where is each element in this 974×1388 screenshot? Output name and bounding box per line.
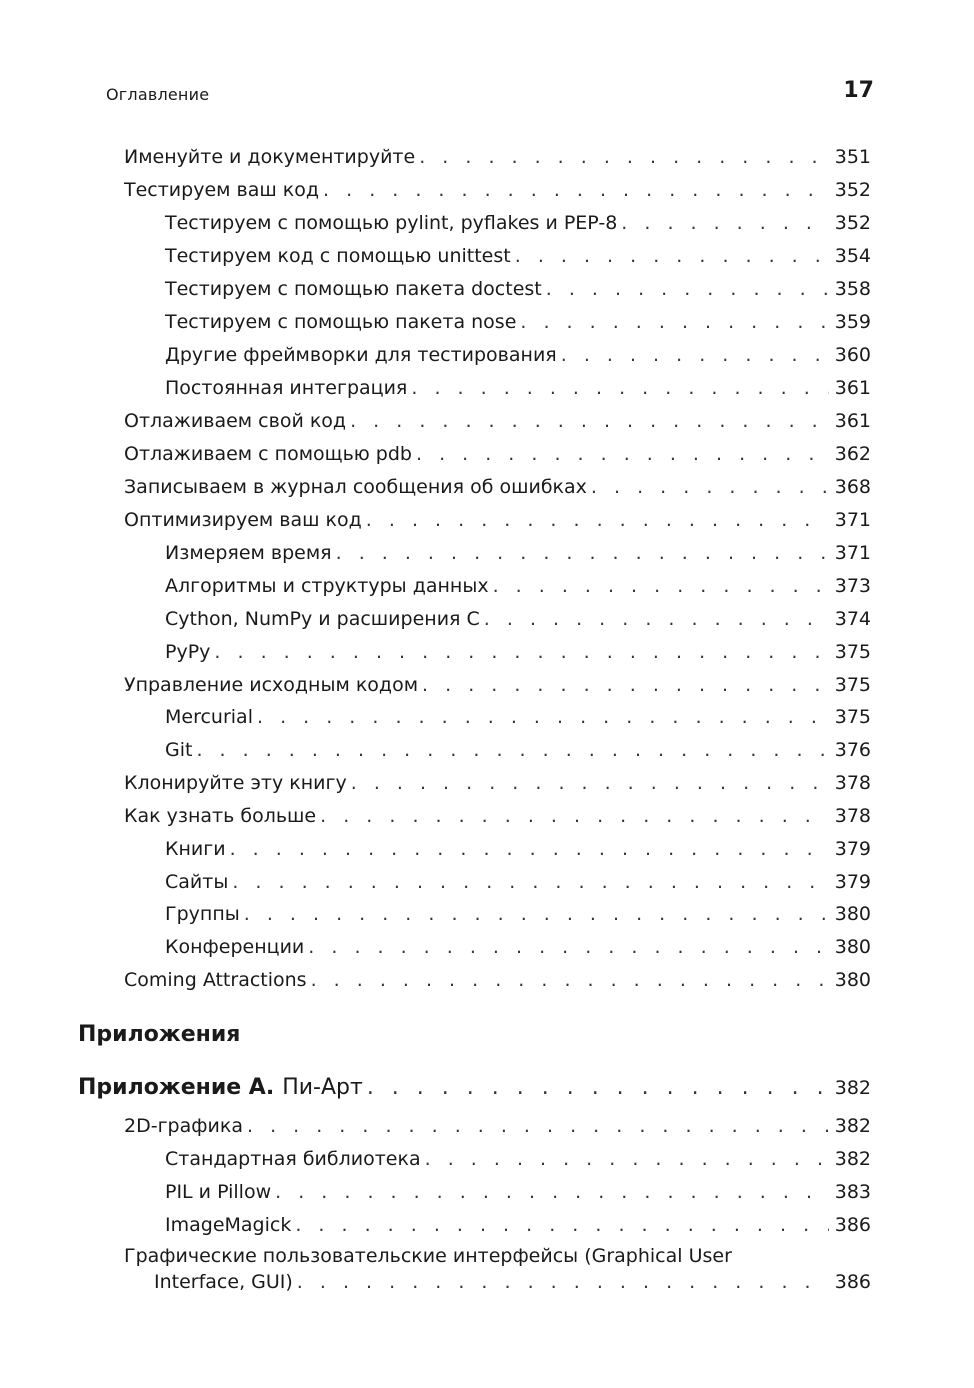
dot-leader xyxy=(515,244,829,268)
dot-leader xyxy=(336,541,829,565)
toc-entry-page: 382 xyxy=(834,1115,871,1137)
toc-subentry[interactable] xyxy=(165,376,871,400)
toc-entry-page: 375 xyxy=(834,674,871,696)
toc-entry-page: 354 xyxy=(834,245,871,267)
dot-leader xyxy=(546,277,829,301)
toc-subentry[interactable] xyxy=(165,870,871,894)
toc-entry[interactable] xyxy=(154,1270,871,1294)
toc-entry-title: Отлаживаем с помощью pdb xyxy=(124,443,412,465)
dot-leader xyxy=(367,1076,829,1100)
dot-leader xyxy=(351,771,829,795)
toc-entry-title: Именуйте и документируйте xyxy=(124,146,416,168)
toc-entry-title: Тестируем ваш код xyxy=(124,179,320,201)
dot-leader xyxy=(350,409,829,433)
toc-entry-page: 351 xyxy=(834,146,871,168)
toc-entry[interactable] xyxy=(124,673,871,697)
toc-entry-title: Тестируем код с помощью unittest xyxy=(165,245,511,267)
toc-subentry[interactable] xyxy=(165,935,871,959)
dot-leader xyxy=(425,1147,829,1171)
toc-subentry[interactable] xyxy=(165,310,871,334)
dot-leader xyxy=(311,968,829,992)
toc-subentry[interactable] xyxy=(165,705,871,729)
toc-subentry[interactable] xyxy=(165,837,871,861)
toc-subentry[interactable] xyxy=(165,343,871,367)
toc-entry-title: Стандартная библиотека xyxy=(165,1148,421,1170)
toc-subentry[interactable] xyxy=(165,1180,871,1204)
toc-entry[interactable] xyxy=(124,442,871,466)
toc-entry-title: Отлаживаем свой код xyxy=(124,410,347,432)
toc-subentry[interactable] xyxy=(165,1213,871,1237)
toc-entry-page: 379 xyxy=(834,871,871,893)
toc-entry-title: Книги xyxy=(165,838,226,860)
toc-entry-page: 352 xyxy=(834,212,871,234)
toc-entry-page: 386 xyxy=(834,1271,871,1293)
dot-leader xyxy=(196,738,828,762)
appendices-heading: Приложения xyxy=(78,1022,241,1047)
toc-entry-title: Как узнать больше xyxy=(124,805,317,827)
toc-entry-page: 362 xyxy=(834,443,871,465)
dot-leader xyxy=(484,607,829,631)
dot-leader xyxy=(323,178,829,202)
toc-entry-title: Cython, NumPy и расширения С xyxy=(165,608,480,630)
toc-entry-page: 375 xyxy=(834,706,871,728)
toc-entry-page: 379 xyxy=(834,838,871,860)
toc-entry[interactable] xyxy=(124,968,871,992)
toc-entry-page: 380 xyxy=(834,969,871,991)
toc-entry-page: 376 xyxy=(834,739,871,761)
toc-entry-page: 380 xyxy=(834,903,871,925)
toc-entry-page: 360 xyxy=(834,344,871,366)
toc-entry-title: Тестируем с помощью пакета nose xyxy=(165,311,517,333)
dot-leader xyxy=(247,1114,829,1138)
toc-entry-title: Измеряем время xyxy=(165,542,332,564)
dot-leader xyxy=(257,705,829,729)
toc-entry-title: Тестируем с помощью пакета doctest xyxy=(165,278,542,300)
toc-entry-title: Git xyxy=(165,739,193,761)
toc-entry-title-line2: Interface, GUI) xyxy=(154,1271,293,1293)
dot-leader xyxy=(493,574,829,598)
page-number: 17 xyxy=(843,78,874,103)
toc-entry-title: Coming Attractions xyxy=(124,969,307,991)
toc-entry-page: 361 xyxy=(834,377,871,399)
toc-entry-page: 371 xyxy=(834,509,871,531)
toc-entry-page: 352 xyxy=(834,179,871,201)
toc-entry-title: Записываем в журнал сообщения об ошибках xyxy=(124,476,587,498)
dot-leader xyxy=(520,310,828,334)
toc-entry-page: 374 xyxy=(834,608,871,630)
running-head: Оглавление xyxy=(106,85,210,104)
dot-leader xyxy=(320,804,829,828)
dot-leader xyxy=(297,1270,829,1294)
toc-entry-title: Другие фреймворки для тестирования xyxy=(165,344,557,366)
toc-entry-title: ImageMagick xyxy=(165,1214,292,1236)
toc-entry-title: Алгоритмы и структуры данных xyxy=(165,575,489,597)
dot-leader xyxy=(295,1213,828,1237)
toc-entry-page: 383 xyxy=(834,1181,871,1203)
toc-entry[interactable] xyxy=(124,475,871,499)
toc-entry-title: Клонируйте эту книгу xyxy=(124,772,347,794)
toc-entry[interactable] xyxy=(124,771,871,795)
toc-entry[interactable] xyxy=(124,1114,871,1138)
toc-entry-page: 382 xyxy=(834,1077,871,1099)
toc-entry-page: 375 xyxy=(834,641,871,663)
toc-entry-page: 378 xyxy=(834,805,871,827)
toc-entry-page: 368 xyxy=(834,476,871,498)
dot-leader xyxy=(308,935,828,959)
toc-entry[interactable] xyxy=(124,508,871,532)
toc-entry-title: Постоянная интеграция xyxy=(165,377,408,399)
toc-entry-title: Оптимизируем ваш код xyxy=(124,509,362,531)
toc-entry-title: Mercurial xyxy=(165,706,253,728)
toc-entry-title: 2D-графика xyxy=(124,1115,243,1137)
toc-entry[interactable] xyxy=(124,145,871,169)
appendix-entry[interactable] xyxy=(78,1076,871,1100)
toc-entry-title: Сайты xyxy=(165,871,229,893)
toc-entry[interactable] xyxy=(124,409,871,433)
toc-entry-page: 386 xyxy=(834,1214,871,1236)
toc-entry-title: Управление исходным кодом xyxy=(124,674,419,696)
toc-entry-title: PyPy xyxy=(165,641,211,663)
toc-entry-title: Тестируем с помощью pylint, pyflakes и PEP-8 xyxy=(165,212,618,234)
toc-subentry[interactable] xyxy=(165,211,871,235)
dot-leader xyxy=(561,343,829,367)
appendix-label: Приложение А. xyxy=(78,1075,275,1100)
dot-leader xyxy=(244,902,829,926)
dot-leader xyxy=(366,508,829,532)
toc-entry-title: Группы xyxy=(165,903,240,925)
toc-entry-title: PIL и Pillow xyxy=(165,1181,272,1203)
toc-entry-page: 359 xyxy=(834,311,871,333)
toc-subentry[interactable] xyxy=(165,574,871,598)
toc-entry-page: 380 xyxy=(834,936,871,958)
toc-subentry[interactable] xyxy=(165,738,871,762)
toc-subentry[interactable] xyxy=(165,902,871,926)
toc-entry-page: 373 xyxy=(834,575,871,597)
toc-entry-title: Конференции xyxy=(165,936,305,958)
dot-leader xyxy=(411,376,828,400)
toc-entry-title-line1[interactable]: Графические пользовательские интерфейсы (Graphical User xyxy=(124,1245,732,1267)
toc-subentry[interactable] xyxy=(165,640,871,664)
toc-subentry[interactable] xyxy=(165,277,871,301)
dot-leader xyxy=(591,475,829,499)
toc-entry[interactable] xyxy=(124,178,871,202)
toc-entry-page: 378 xyxy=(834,772,871,794)
toc-subentry[interactable] xyxy=(165,541,871,565)
dot-leader xyxy=(621,211,828,235)
toc-subentry[interactable] xyxy=(165,244,871,268)
dot-leader xyxy=(419,145,829,169)
appendix-title: Пи-Арт xyxy=(282,1075,363,1100)
dot-leader xyxy=(232,870,828,894)
toc-entry-page: 371 xyxy=(834,542,871,564)
dot-leader xyxy=(214,640,828,664)
dot-leader xyxy=(230,837,829,861)
dot-leader xyxy=(422,673,829,697)
dot-leader xyxy=(416,442,829,466)
dot-leader xyxy=(275,1180,829,1204)
toc-entry-page: 382 xyxy=(834,1148,871,1170)
toc-subentry[interactable] xyxy=(165,1147,871,1171)
toc-entry-page: 358 xyxy=(834,278,871,300)
toc-entry-page: 361 xyxy=(834,410,871,432)
toc-subentry[interactable] xyxy=(165,607,871,631)
toc-entry[interactable] xyxy=(124,804,871,828)
